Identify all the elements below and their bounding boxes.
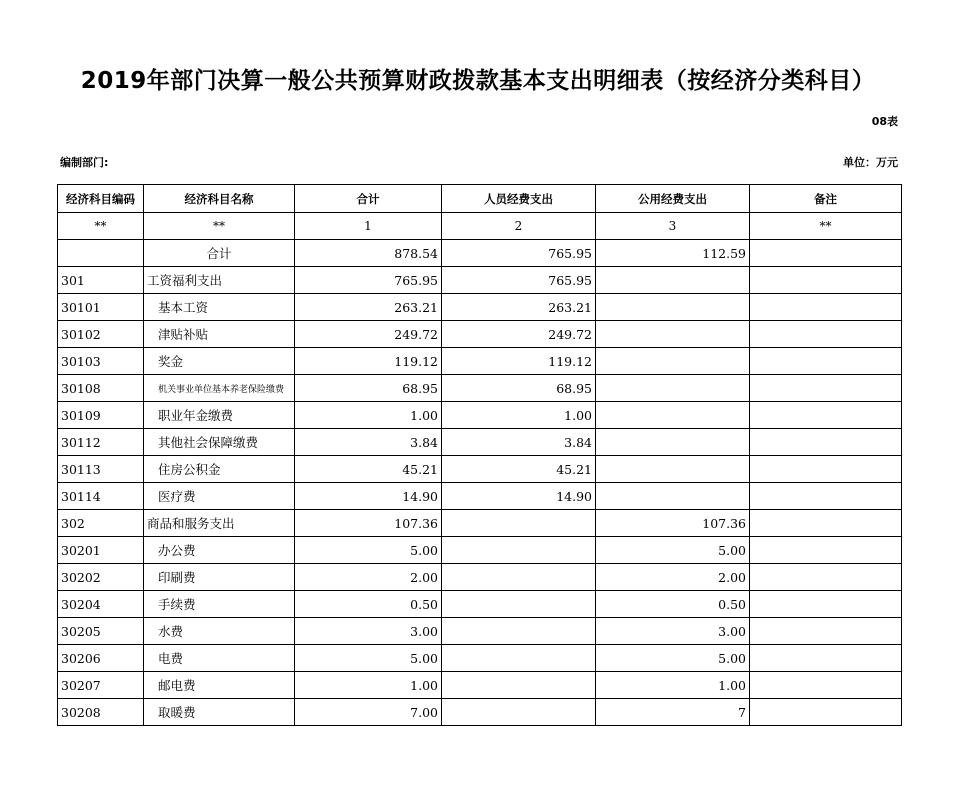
index-cell: ** — [750, 213, 902, 240]
total-cell: 878.54 — [295, 240, 442, 267]
public-cell: 2.00 — [596, 564, 750, 591]
personnel-cell — [442, 645, 596, 672]
public-cell — [596, 267, 750, 294]
code-cell: 30202 — [58, 564, 144, 591]
code-cell: 30207 — [58, 672, 144, 699]
total-cell: 45.21 — [295, 456, 442, 483]
header-code: 经济科目编码 — [58, 185, 144, 213]
total-cell: 765.95 — [295, 267, 442, 294]
expenditure-table — [57, 184, 902, 726]
name-cell: 住房公积金 — [144, 456, 295, 483]
total-cell: 3.00 — [295, 618, 442, 645]
table-row — [58, 483, 902, 510]
public-cell — [596, 429, 750, 456]
note-cell — [750, 429, 902, 456]
public-cell — [596, 483, 750, 510]
note-cell — [750, 294, 902, 321]
unit-label: 单位：万元 — [843, 156, 898, 169]
personnel-cell: 263.21 — [442, 294, 596, 321]
total-cell: 2.00 — [295, 564, 442, 591]
note-cell — [750, 645, 902, 672]
name-cell: 基本工资 — [144, 294, 295, 321]
code-cell: 30101 — [58, 294, 144, 321]
total-cell: 5.00 — [295, 537, 442, 564]
index-cell: ** — [144, 213, 295, 240]
code-cell: 30205 — [58, 618, 144, 645]
personnel-cell: 45.21 — [442, 456, 596, 483]
personnel-cell: 14.90 — [442, 483, 596, 510]
personnel-cell: 68.95 — [442, 375, 596, 402]
total-cell: 7.00 — [295, 699, 442, 726]
index-cell: 2 — [442, 213, 596, 240]
name-cell: 手续费 — [144, 591, 295, 618]
total-cell: 1.00 — [295, 402, 442, 429]
note-cell — [750, 537, 902, 564]
table-row — [58, 618, 902, 645]
code-cell: 30201 — [58, 537, 144, 564]
name-cell: 商品和服务支出 — [144, 510, 295, 537]
note-cell — [750, 267, 902, 294]
personnel-cell: 3.84 — [442, 429, 596, 456]
personnel-cell — [442, 591, 596, 618]
public-cell: 112.59 — [596, 240, 750, 267]
total-cell: 3.84 — [295, 429, 442, 456]
code-cell: 30103 — [58, 348, 144, 375]
total-cell: 14.90 — [295, 483, 442, 510]
total-cell: 107.36 — [295, 510, 442, 537]
personnel-cell — [442, 564, 596, 591]
name-cell: 职业年金缴费 — [144, 402, 295, 429]
name-cell: 印刷费 — [144, 564, 295, 591]
public-cell: 7 — [596, 699, 750, 726]
table-row — [58, 537, 902, 564]
code-cell — [58, 240, 144, 267]
note-cell — [750, 321, 902, 348]
index-cell: 3 — [596, 213, 750, 240]
public-cell — [596, 294, 750, 321]
code-cell: 30114 — [58, 483, 144, 510]
header-name: 经济科目名称 — [144, 185, 295, 213]
total-cell: 263.21 — [295, 294, 442, 321]
personnel-cell — [442, 672, 596, 699]
public-cell: 1.00 — [596, 672, 750, 699]
table-row — [58, 429, 902, 456]
total-cell: 0.50 — [295, 591, 442, 618]
table-row — [58, 402, 902, 429]
name-cell: 机关事业单位基本养老保险缴费 — [144, 375, 295, 402]
note-cell — [750, 402, 902, 429]
public-cell: 5.00 — [596, 645, 750, 672]
total-cell: 5.00 — [295, 645, 442, 672]
table-row — [58, 564, 902, 591]
table-row — [58, 456, 902, 483]
total-cell: 119.12 — [295, 348, 442, 375]
code-cell: 30208 — [58, 699, 144, 726]
index-row — [58, 213, 902, 240]
name-cell: 津贴补贴 — [144, 321, 295, 348]
note-cell — [750, 510, 902, 537]
public-cell — [596, 375, 750, 402]
name-cell: 医疗费 — [144, 483, 295, 510]
note-cell — [750, 456, 902, 483]
name-cell: 合计 — [144, 240, 295, 267]
public-cell: 3.00 — [596, 618, 750, 645]
personnel-cell: 765.95 — [442, 267, 596, 294]
header-row — [58, 185, 902, 213]
header-personnel: 人员经费支出 — [442, 185, 596, 213]
header-total: 合计 — [295, 185, 442, 213]
public-cell — [596, 348, 750, 375]
personnel-cell — [442, 618, 596, 645]
note-cell — [750, 240, 902, 267]
note-cell — [750, 591, 902, 618]
index-cell: 1 — [295, 213, 442, 240]
public-cell: 0.50 — [596, 591, 750, 618]
note-cell — [750, 564, 902, 591]
personnel-cell: 119.12 — [442, 348, 596, 375]
code-cell: 302 — [58, 510, 144, 537]
name-cell: 水费 — [144, 618, 295, 645]
name-cell: 办公费 — [144, 537, 295, 564]
table-row — [58, 645, 902, 672]
personnel-cell — [442, 699, 596, 726]
total-cell: 249.72 — [295, 321, 442, 348]
name-cell: 其他社会保障缴费 — [144, 429, 295, 456]
name-cell: 奖金 — [144, 348, 295, 375]
table-row — [58, 672, 902, 699]
table-row — [58, 699, 902, 726]
table-row — [58, 510, 902, 537]
note-cell — [750, 672, 902, 699]
name-cell: 工资福利支出 — [144, 267, 295, 294]
index-cell: ** — [58, 213, 144, 240]
table-row — [58, 294, 902, 321]
page-title: 2019年部门决算一般公共预算财政拨款基本支出明细表（按经济分类科目） — [80, 68, 876, 94]
name-cell: 电费 — [144, 645, 295, 672]
table-row — [58, 375, 902, 402]
total-row — [58, 240, 902, 267]
note-cell — [750, 483, 902, 510]
personnel-cell: 765.95 — [442, 240, 596, 267]
code-cell: 30102 — [58, 321, 144, 348]
public-cell: 107.36 — [596, 510, 750, 537]
total-cell: 68.95 — [295, 375, 442, 402]
code-cell: 30113 — [58, 456, 144, 483]
public-cell — [596, 402, 750, 429]
header-public: 公用经费支出 — [596, 185, 750, 213]
table-row — [58, 321, 902, 348]
note-cell — [750, 618, 902, 645]
personnel-cell: 249.72 — [442, 321, 596, 348]
personnel-cell — [442, 510, 596, 537]
dept-label: 编制部门: — [60, 156, 109, 169]
note-cell — [750, 348, 902, 375]
table-row — [58, 348, 902, 375]
personnel-cell — [442, 537, 596, 564]
personnel-cell: 1.00 — [442, 402, 596, 429]
code-cell: 30112 — [58, 429, 144, 456]
code-cell: 30206 — [58, 645, 144, 672]
code-cell: 30204 — [58, 591, 144, 618]
table-row — [58, 267, 902, 294]
code-cell: 30108 — [58, 375, 144, 402]
header-note: 备注 — [750, 185, 902, 213]
note-cell — [750, 699, 902, 726]
name-cell: 邮电费 — [144, 672, 295, 699]
public-cell — [596, 456, 750, 483]
public-cell: 5.00 — [596, 537, 750, 564]
table-row — [58, 591, 902, 618]
total-cell: 1.00 — [295, 672, 442, 699]
name-cell: 取暖费 — [144, 699, 295, 726]
note-cell — [750, 375, 902, 402]
code-cell: 30109 — [58, 402, 144, 429]
public-cell — [596, 321, 750, 348]
code-cell: 301 — [58, 267, 144, 294]
table-number: 08表 — [871, 115, 898, 128]
